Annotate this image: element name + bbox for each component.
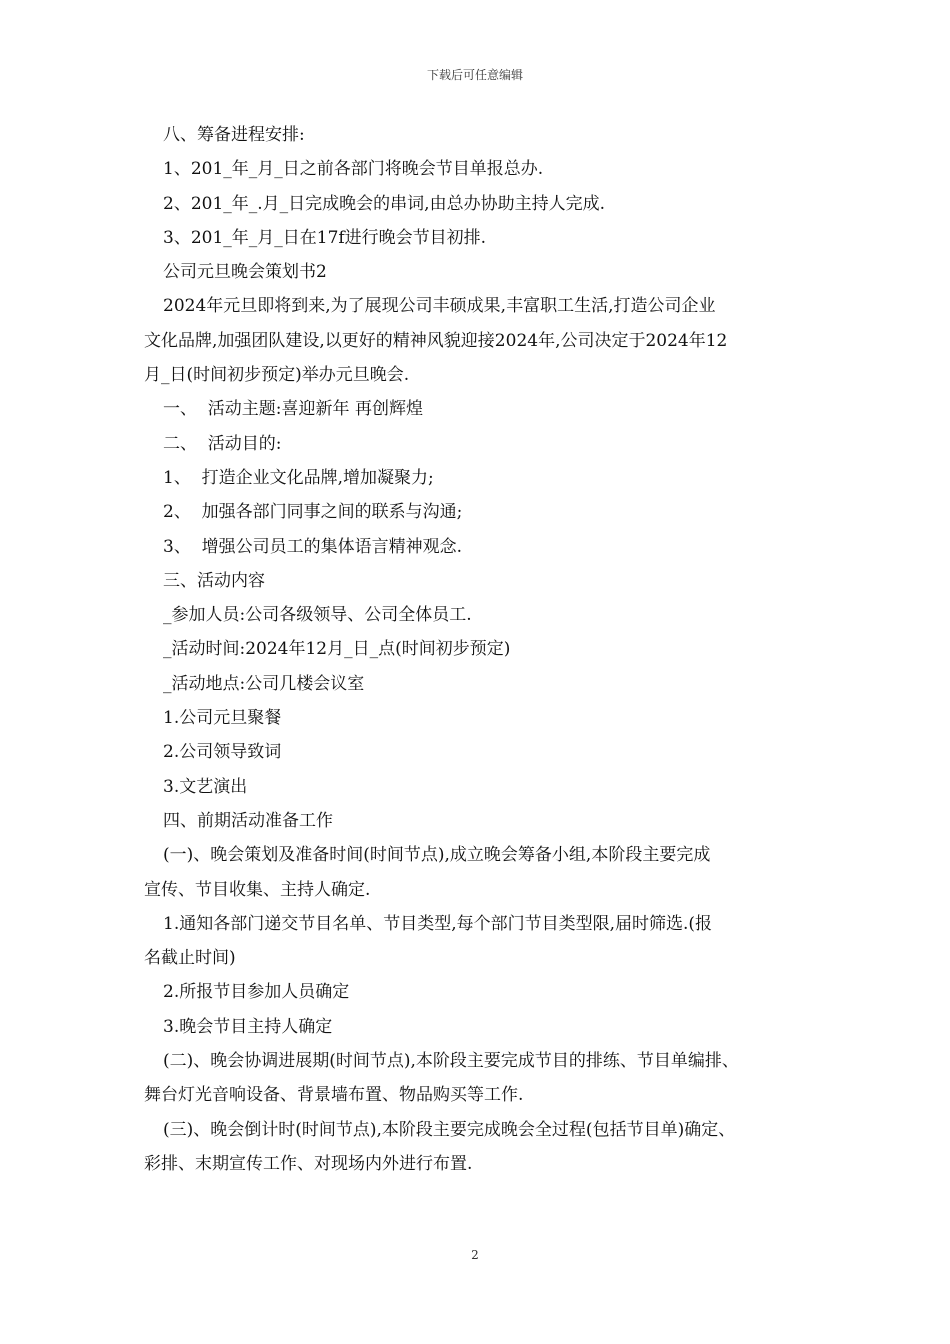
paragraph-line: 月_日(时间初步预定)举办元旦晚会. (144, 365, 410, 386)
paragraph-line: 一、 活动主题:喜迎新年 再创辉煌 (163, 399, 423, 420)
paragraph-line: 四、前期活动准备工作 (163, 810, 333, 831)
paragraph-line: 三、活动内容 (163, 570, 265, 591)
paragraph-line: (一)、晚会策划及准备时间(时间节点),成立晚会筹备小组,本阶段主要完成 (163, 845, 711, 866)
paragraph-line: 八、筹备进程安排: (163, 125, 305, 145)
paragraph-line: 2、201_年_.月_日完成晚会的串词,由总办协助主持人完成. (163, 193, 605, 214)
paragraph-line: 3、 增强公司员工的集体语言精神观念. (163, 536, 463, 557)
paragraph-line: 2、 加强各部门同事之间的联系与沟通; (163, 502, 463, 523)
paragraph-line: 名截止时间) (144, 948, 236, 969)
paragraph-line: 公司元旦晚会策划书2 (163, 262, 327, 283)
page-header: 下载后可任意编辑 (426, 68, 523, 82)
paragraph-line: 3.晚会节目主持人确定 (163, 1016, 333, 1037)
document-body (144, 118, 810, 1181)
paragraph-line: 1、 打造企业文化品牌,增加凝聚力; (163, 467, 434, 488)
paragraph-line: _活动地点:公司几楼会议室 (163, 673, 365, 694)
paragraph-line: _活动时间:2024年12月_日_点(时间初步预定) (163, 639, 511, 660)
paragraph-line: 2.公司领导致词 (163, 742, 282, 763)
paragraph-line: _参加人员:公司各级领导、公司全体员工. (163, 605, 472, 626)
paragraph-line: 3、201_年_月_日在17f进行晚会节目初排. (163, 227, 487, 248)
paragraph-line: 彩排、末期宣传工作、对现场内外进行布置. (144, 1153, 473, 1174)
page-number: 2 (471, 1248, 479, 1262)
paragraph-line: 2024年元旦即将到来,为了展现公司丰硕成果,丰富职工生活,打造公司企业 (163, 296, 716, 317)
paragraph-line: 二、 活动目的: (163, 433, 282, 454)
paragraph-line: 舞台灯光音响设备、背景墙布置、物品购买等工作. (144, 1085, 524, 1106)
paragraph-line: (二)、晚会协调进展期(时间节点),本阶段主要完成节目的排练、节目单编排、 (163, 1051, 739, 1072)
paragraph-line: 1、201_年_月_日之前各部门将晚会节目单报总办. (163, 159, 544, 180)
paragraph-line: 3.文艺演出 (163, 776, 248, 797)
paragraph-line: 文化品牌,加强团队建设,以更好的精神风貌迎接2024年,公司决定于2024年12 (144, 330, 728, 351)
paragraph-line: 1.通知各部门递交节目名单、节目类型,每个部门节目类型限,届时筛选.(报 (163, 913, 713, 934)
paragraph-line: 宣传、节目收集、主持人确定. (144, 879, 371, 900)
paragraph-line: 1.公司元旦聚餐 (163, 708, 282, 729)
paragraph-line: 2.所报节目参加人员确定 (163, 982, 350, 1003)
paragraph-line: (三)、晚会倒计时(时间节点),本阶段主要完成晚会全过程(包括节目单)确定、 (163, 1119, 736, 1140)
